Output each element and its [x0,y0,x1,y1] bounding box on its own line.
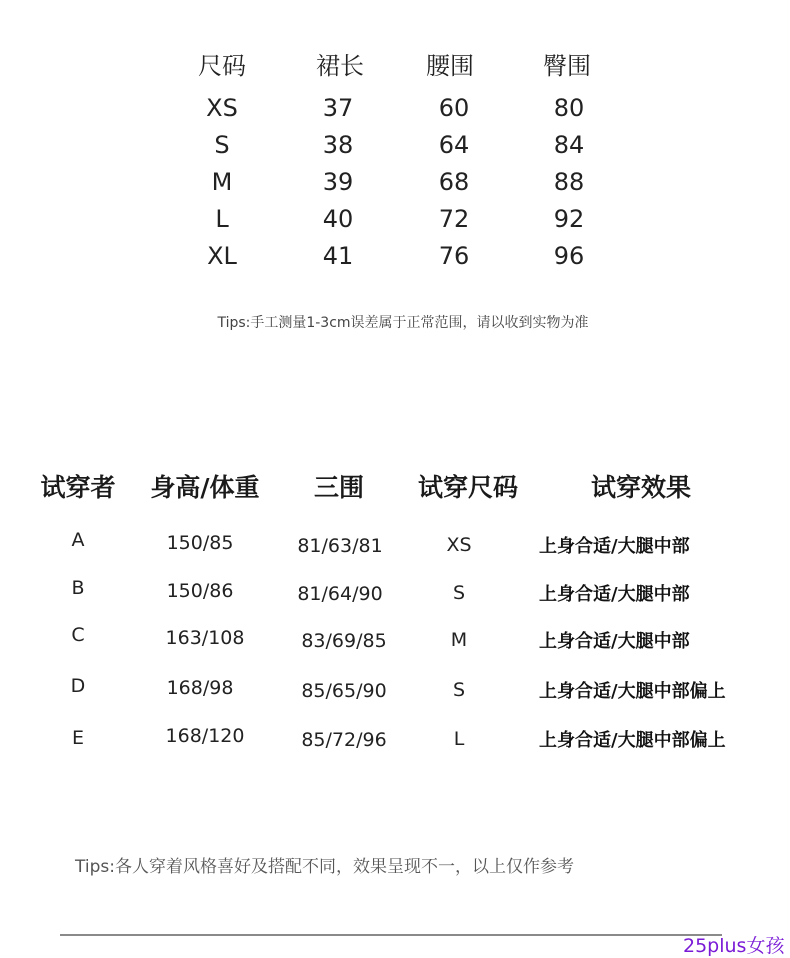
size-cell: 38 [322,131,354,159]
size-header-length: 裙长 [316,52,364,80]
fit-cell: 上身合适/大腿中部 [539,631,690,652]
fit-header-height-weight: 身高/体重 [150,473,260,502]
fit-cell: D [70,675,86,697]
fit-cell: A [71,529,85,551]
size-header-size: 尺码 [198,52,246,80]
fit-cell: 85/65/90 [301,680,387,702]
fit-cell: C [71,624,85,646]
size-cell: XL [207,242,237,270]
size-cell: M [211,168,233,196]
fit-cell: 168/120 [165,725,245,747]
size-header-waist: 腰围 [426,52,474,80]
fit-cell: 上身合适/大腿中部 [539,584,690,605]
fit-cell: 上身合适/大腿中部 [539,536,690,557]
size-cell: 72 [438,205,470,233]
watermark: 25plus女孩 [683,935,785,957]
fit-cell: 81/63/81 [297,535,383,557]
size-cell: 92 [553,205,585,233]
size-cell: XS [206,94,238,122]
fit-cell: B [71,577,85,599]
fit-header-effect: 试穿效果 [590,473,692,502]
fit-cell: 81/64/90 [297,583,383,605]
size-cell: 80 [553,94,585,122]
size-cell: 39 [322,168,354,196]
fit-header-measurements: 三围 [313,473,365,502]
size-cell: L [215,205,229,233]
size-cell: 40 [322,205,354,233]
fit-header-size: 试穿尺码 [417,473,519,502]
fit-cell: 上身合适/大腿中部偏上 [539,730,726,751]
fit-cell: L [453,728,465,750]
fit-cell: 163/108 [165,627,245,649]
size-cell: 37 [322,94,354,122]
fit-cell: E [71,727,85,749]
size-cell: 64 [438,131,470,159]
size-cell: 76 [438,242,470,270]
fit-cell: M [450,629,468,651]
size-cell: 68 [438,168,470,196]
fit-cell: S [452,679,466,701]
fit-cell: 168/98 [166,677,234,699]
fit-cell: 85/72/96 [301,729,387,751]
size-cell: S [214,131,230,159]
fit-header-tester: 试穿者 [40,473,116,502]
size-cell: 60 [438,94,470,122]
divider [60,934,722,936]
fit-cell: 150/85 [166,532,234,554]
size-header-hip: 臀围 [543,52,591,80]
size-cell: 84 [553,131,585,159]
size-cell: 41 [322,242,354,270]
fit-cell: S [452,582,466,604]
fit-cell: 150/86 [166,580,234,602]
size-tips: Tips:手工测量1-3cm误差属于正常范围，请以收到实物为准 [217,315,589,331]
size-cell: 96 [553,242,585,270]
fit-cell: 83/69/85 [301,630,387,652]
size-cell: 88 [553,168,585,196]
fit-cell: XS [446,534,472,556]
fit-cell: 上身合适/大腿中部偏上 [539,681,726,702]
fit-tips: Tips:各人穿着风格喜好及搭配不同，效果呈现不一，以上仅作参考 [75,857,574,877]
